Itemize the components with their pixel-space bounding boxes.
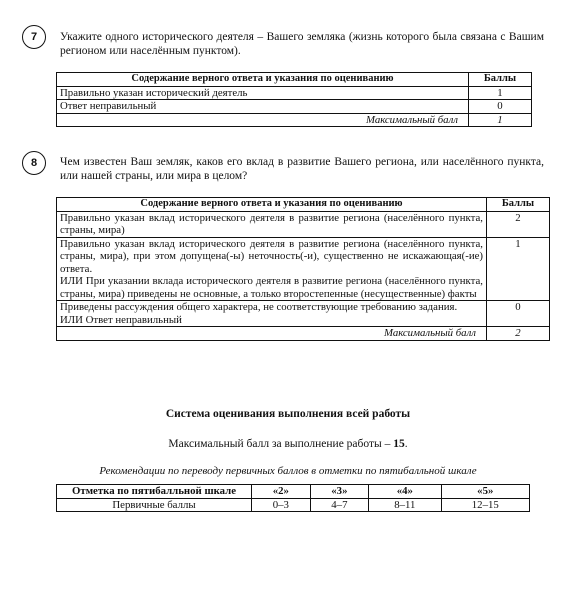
table-row — [57, 211, 550, 237]
criterion-points: 0 — [469, 100, 532, 114]
table-row — [57, 100, 532, 114]
points-range-cell: 0–3 — [252, 498, 311, 512]
criterion-text: Приведены рассуждения общего характера, не соответствующие требованию задания. — [60, 301, 458, 313]
grading-table — [56, 72, 532, 127]
grade-conversion-table — [56, 484, 530, 512]
max-score-value: 1 — [469, 113, 532, 127]
recommendation-text: Рекомендации по переводу первичных баллов в отметки по пятибалльной шкале — [99, 465, 477, 477]
question-number-badge — [22, 151, 46, 175]
table-row — [57, 485, 530, 499]
question-text: Укажите одного исторического деятеля – Вашего земляка (жизнь которого была связана с Вашим регионом или населённым пунктом). — [60, 31, 544, 57]
points-row-label: Первичные баллы — [57, 498, 252, 512]
grade-cell: «5» — [441, 485, 529, 499]
points-range-cell: 4–7 — [310, 498, 369, 512]
grading-table — [56, 197, 550, 341]
points-range-cell: 12–15 — [441, 498, 529, 512]
criterion-cell — [57, 301, 487, 327]
section-title: Система оценивания выполнения всей работы — [165, 408, 411, 420]
max-score-label: Максимальный балл — [57, 327, 487, 341]
table-row — [57, 86, 532, 100]
grade-cell: «3» — [310, 485, 369, 499]
table-row-max — [57, 113, 532, 127]
question-text: Чем известен Ваш земляк, каков его вклад в развитие Вашего региона, или населённого пункта, или нашей страны, или мира в целом? — [60, 156, 544, 182]
criterion-text: Правильно указан исторический деятель — [57, 86, 469, 100]
grade-cell: «4» — [369, 485, 441, 499]
points-range-cell: 8–11 — [369, 498, 441, 512]
criterion-points: 2 — [487, 211, 550, 237]
max-score-value: 2 — [487, 327, 550, 341]
criterion-points: 1 — [469, 86, 532, 100]
question-number: 7 — [30, 31, 38, 43]
criterion-text: Ответ неправильный — [57, 100, 469, 114]
table-row — [57, 498, 530, 512]
question-number: 8 — [30, 157, 38, 169]
max-work-score-value: 15 — [393, 438, 405, 450]
table-row — [57, 301, 550, 327]
criterion-text: Правильно указан вклад исторического деятеля в развитие региона (населённого пункта, страны, мира), при этом допущена(-ы) неточность(-и), существенно не искажающая(-ие) ответа. — [60, 237, 483, 275]
table-header-points: Баллы — [487, 198, 550, 212]
table-header-points: Баллы — [469, 73, 532, 87]
table-header-content: Содержание верного ответа и указания по оцениванию — [57, 73, 469, 87]
grade-cell: «2» — [252, 485, 311, 499]
max-work-score: Максимальный балл за выполнение работы – 15. — [168, 438, 408, 450]
criterion-points: 0 — [487, 301, 550, 327]
criterion-text: Правильно указан вклад исторического деятеля в развитие региона (населённого пункта, страны, мира) — [57, 211, 487, 237]
criterion-alternative-text: ИЛИ При указании вклада исторического деятеля в развитие региона (населённого пункта, страны, мира) приведены не основные, а только второстепенные (несущественные) факты — [60, 275, 483, 300]
question-number-badge — [22, 25, 46, 49]
grade-row-label: Отметка по пятибалльной шкале — [57, 485, 252, 499]
table-header-content: Содержание верного ответа и указания по оцениванию — [57, 198, 487, 212]
max-score-label: Максимальный балл — [57, 113, 469, 127]
criterion-points: 1 — [487, 237, 550, 301]
table-row-max — [57, 327, 550, 341]
criterion-alternative-text: ИЛИ Ответ неправильный — [60, 313, 182, 326]
max-work-score-label: Максимальный балл за выполнение работы – — [168, 438, 391, 450]
table-row — [57, 237, 550, 301]
criterion-cell — [57, 237, 487, 301]
